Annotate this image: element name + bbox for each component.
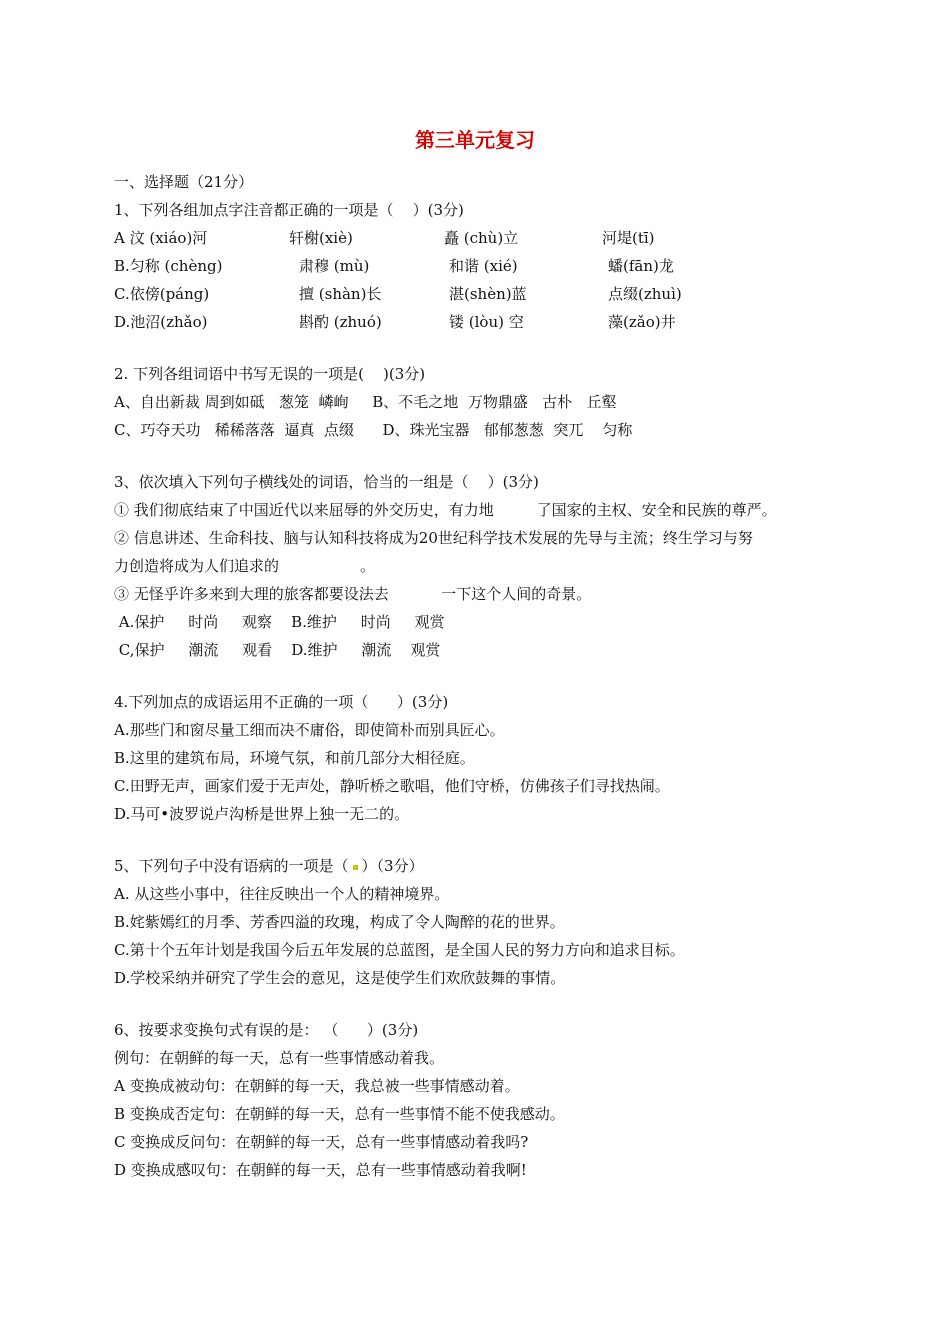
question-4-option: D.马可•波罗说卢沟桥是世界上独一无二的。 [114,805,410,823]
option-cell: 矗 (chù)立 [444,229,519,247]
question-6-option: D 变换成感叹句：在朝鲜的每一天，总有一些事情感动着我啊! [114,1161,527,1179]
question-5-option: A. 从这些小事中，往往反映出一个人的精神境界。 [114,885,450,903]
question-4-option: A.那些门和窗尽量工细而决不庸俗，即使简朴而别具匠心。 [114,721,505,739]
option-cell: C.依傍(páng) [114,285,210,303]
option-cell: 轩榭(xiè) [289,229,353,247]
question-1-option-row [114,228,874,248]
question-6-example: 例句：在朝鲜的每一天，总有一些事情感动着我。 [114,1049,445,1067]
question-6-option: A 变换成被动句：在朝鲜的每一天，我总被一些事情感动着。 [114,1077,520,1095]
question-1-option-row [114,284,874,304]
stem-text: ）（3分） [361,857,424,875]
question-4-option: C.田野无声，画家们爱于无声处，静听桥之歌唱，他们守桥，仿佛孩子们寻找热闹。 [114,777,670,795]
question-3-sentence: ② 信息讲述、生命科技、脑与认知科技将成为20世纪科学技术发展的先导与主流；终生学习与努 [114,529,753,547]
option-cell: D.池沼(zhǎo) [114,313,208,331]
question-5-option: C.第十个五年计划是我国今后五年发展的总蓝图，是全国人民的努力方向和追求目标。 [114,941,685,959]
option-cell: 湛(shèn)蓝 [449,285,527,303]
option-cell: 河堤(tī) [602,229,655,247]
question-1-stem: 1、下列各组加点字注音都正确的一项是（ ）(3分) [114,201,464,219]
option-cell: 肃穆 (mù) [299,257,370,275]
question-1-option-row [114,312,874,332]
option-cell: 擅 (shàn)长 [299,285,382,303]
stem-text: 5、下列句子中没有语病的一项是（ [114,857,349,875]
question-6-option: B 变换成否定句：在朝鲜的每一天，总有一些事情不能不使我感动。 [114,1105,565,1123]
question-3-stem: 3、依次填入下列句子横线处的词语，恰当的一组是（ ）(3分) [114,473,539,491]
question-6-option: C 变换成反问句：在朝鲜的每一天，总有一些事情感动着我吗? [114,1133,529,1151]
question-3-options-line: A.保护 时尚 观察 B.维护 时尚 观赏 [114,613,445,631]
option-cell: 斟酌 (zhuó) [299,313,382,331]
option-cell: 和谐 (xié) [449,257,518,275]
page-title: 第三单元复习 [415,128,535,152]
question-5-option: B.姹紫嫣红的月季、芳香四溢的玫瑰，构成了令人陶醉的花的世界。 [114,913,565,931]
question-2-stem: 2. 下列各组词语中书写无误的一项是( )(3分) [114,365,426,383]
highlight-mark [353,865,358,870]
option-cell: 藻(zǎo)井 [608,313,676,331]
question-2-options-line: A、自出新裁 周到如砥 葱笼 嶙峋 B、不毛之地 万物鼎盛 古朴 丘壑 [114,393,617,411]
option-cell: 点缀(zhuì) [608,285,682,303]
option-cell: 蟠(fān)龙 [608,257,674,275]
question-5-option: D.学校采纳并研究了学生会的意见，这是使学生们欢欣鼓舞的事情。 [114,969,566,987]
question-3-sentence: ③ 无怪乎许多来到大理的旅客都要设法去 一下这个人间的奇景。 [114,585,592,603]
question-3-options-line: C,保护 潮流 观看 D.维护 潮流 观赏 [114,641,441,659]
question-6-stem: 6、按要求变换句式有误的是： （ ）(3分) [114,1021,419,1039]
question-4-stem: 4.下列加点的成语运用不正确的一项（ ）(3分) [114,693,449,711]
option-cell: 镂 (lòu) 空 [449,313,524,331]
question-1-option-row [114,256,874,276]
question-5-stem [114,856,424,876]
option-cell: A 汶 (xiáo)河 [114,229,208,247]
question-3-sentence: 力创造将成为人们追求的 。 [114,557,376,575]
question-2-options-line: C、巧夺天功 稀稀落落 逼真 点缀 D、珠光宝器 郁郁葱葱 突兀 匀称 [114,421,633,439]
question-3-sentence: ① 我们彻底结束了中国近代以来屈辱的外交历史，有力地 了国家的主权、安全和民族的尊严。 [114,501,777,519]
option-cell: B.匀称 (chèng) [114,257,223,275]
section-heading: 一、选择题（21分） [114,173,254,191]
question-4-option: B.这里的建筑布局，环境气氛，和前几部分大相径庭。 [114,749,475,767]
